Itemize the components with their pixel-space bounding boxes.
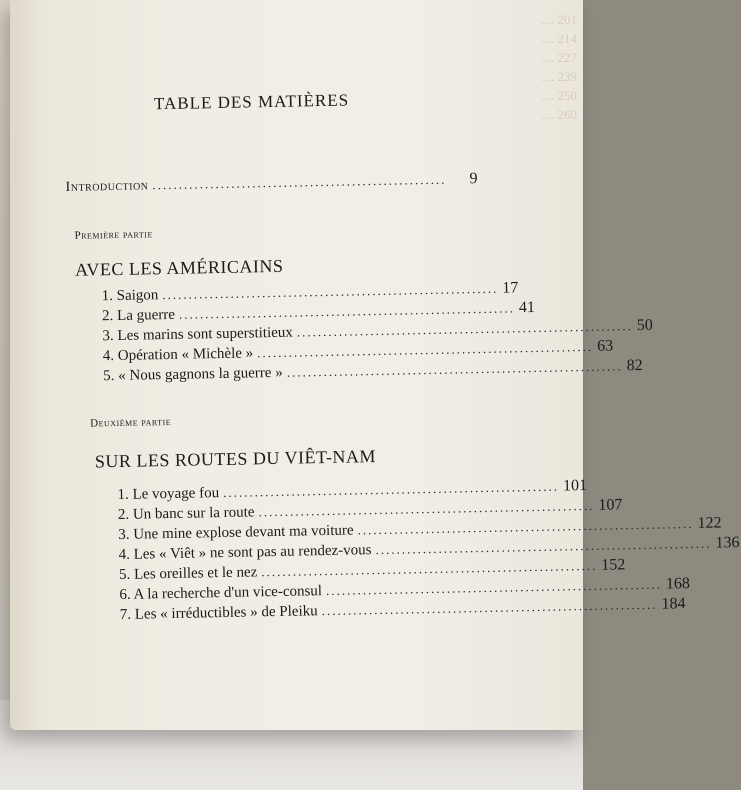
leader-dots: ........................................................ bbox=[152, 171, 447, 193]
toc-entry: 3. Les marins sont superstitieux ................................................................ 50 bbox=[102, 316, 653, 345]
part-title-1: AVEC LES AMÉRICAINS bbox=[74, 255, 284, 280]
page-title: TABLE DES MATIÈRES bbox=[153, 90, 350, 114]
toc-entry: 4. Les « Viêt » ne sont pas au rendez-vous ................................................................ 136 bbox=[118, 534, 740, 564]
book-page bbox=[10, 0, 740, 730]
toc-entry: 2. La guerre ................................................................ 41 bbox=[101, 298, 536, 325]
toc-entry: 5. « Nous gagnons la guerre » ................................................................ 82 bbox=[103, 356, 643, 385]
part-label-2: Deuxième partie bbox=[90, 415, 172, 430]
toc-entry: 3. Une mine explose devant ma voiture ................................................................ 122 bbox=[118, 514, 722, 544]
toc-entry: 4. Opération « Michèle » ................................................................ 63 bbox=[102, 337, 614, 365]
toc-entry: 6. A la recherche d'un vice-consul ................................................................ 168 bbox=[119, 575, 691, 604]
bleed-through-text: .... 201 .... 214 .... 227 .... 239 .... 250 .... 260 bbox=[541, 12, 577, 122]
part-title-2: SUR LES ROUTES DU VIÊT-NAM bbox=[94, 446, 377, 472]
entry-label: Introduction bbox=[65, 178, 149, 195]
entry-page: 9 bbox=[469, 170, 478, 188]
part-1-entries bbox=[101, 279, 653, 387]
toc-entry: 1. Saigon ................................................................ 17 bbox=[101, 279, 519, 305]
toc-entry: 2. Un banc sur la route ................................................................ 107 bbox=[117, 496, 623, 524]
toc-entry: 1. Le voyage fou ................................................................ 101 bbox=[117, 477, 588, 504]
part-2-entries bbox=[117, 477, 740, 626]
part-label-1: Première partie bbox=[74, 228, 153, 242]
toc-entry: 7. Les « irréductibles » de Pleiku ................................................................ 184 bbox=[119, 595, 686, 624]
toc-entry: 5. Les oreilles et le nez ................................................................ 152 bbox=[118, 556, 626, 584]
toc-entry-introduction bbox=[65, 170, 477, 198]
